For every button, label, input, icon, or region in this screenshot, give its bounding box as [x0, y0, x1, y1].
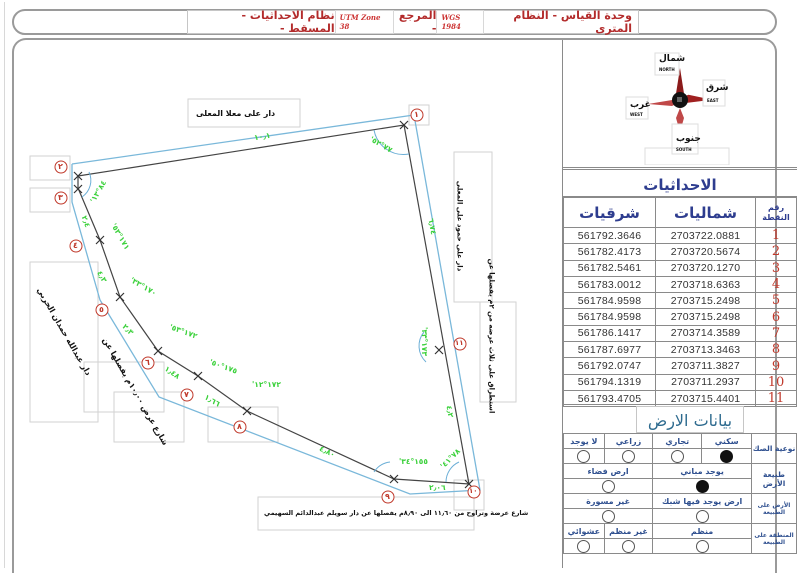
- planning-option-label: منظم: [653, 524, 752, 539]
- west-en-label: WEST: [630, 112, 643, 117]
- planning-option-label: عشوائي: [564, 524, 605, 539]
- side-length: ٢٫٠٦: [429, 483, 446, 492]
- west-street-label: شارع عرض ١٠٫٠٠م يفصلها عن: [100, 336, 170, 447]
- point-label: ٧: [184, 390, 189, 399]
- area-planning-label: المنطقة على الطبيعة: [752, 524, 797, 554]
- table-row: [564, 325, 797, 341]
- north-label: شمال: [659, 54, 686, 64]
- south-en-label: SOUTH: [676, 147, 692, 152]
- easting-cell: 561793.4705: [564, 390, 656, 406]
- angle-label: ٨٤°١٣': [88, 178, 109, 205]
- coordinates-table: [563, 197, 797, 407]
- angle-label: ١٧٥°٥٠': [208, 357, 239, 376]
- table-row: [564, 228, 797, 244]
- point-cell: 1: [756, 228, 797, 244]
- angle-label: ١٧١°٥٣': [109, 221, 132, 252]
- land-fenced-radio[interactable]: [696, 510, 709, 523]
- north-arrow: [562, 40, 797, 165]
- point-label: ٢: [58, 162, 63, 171]
- northing-header: شماليات: [656, 198, 756, 228]
- coordinates-header-row: [564, 198, 797, 228]
- easting-cell: 561792.0747: [564, 358, 656, 374]
- easting-cell: 561794.1319: [564, 374, 656, 390]
- side-length: ١٫٤٨: [162, 364, 182, 381]
- easting-cell: 561787.6977: [564, 342, 656, 358]
- random-radio[interactable]: [577, 540, 590, 553]
- northing-cell: 2703715.4401: [656, 390, 756, 406]
- table-row: [564, 244, 797, 260]
- table-row: [564, 358, 797, 374]
- north-en-label: NORTH: [659, 67, 675, 72]
- point-cell: 5: [756, 293, 797, 309]
- table-row: [564, 309, 797, 325]
- planned-radio[interactable]: [696, 540, 709, 553]
- side-length: ٢٫٤: [79, 214, 93, 229]
- side-length: ٤٫٢: [444, 404, 456, 419]
- south-label: جنوب: [676, 134, 701, 144]
- northing-cell: 2703715.2498: [656, 309, 756, 325]
- deed-option-label: سكني: [702, 434, 752, 449]
- coord-system-label: نظام الاحداثيات - المسقط -: [241, 9, 335, 35]
- units-label: وحدة القياس - النظام المترى: [513, 9, 632, 35]
- point-label: ٥: [99, 305, 104, 314]
- north-boundary-label: دار على معلا المعلى: [196, 109, 276, 118]
- west-label: غرب: [630, 100, 651, 110]
- land-nature-option-label: يوجد مباني: [653, 464, 752, 479]
- deed-option-label: لا يوجد: [564, 434, 605, 449]
- deed-residential-radio[interactable]: [720, 450, 733, 463]
- angle-label: ٧٨°٤١': [438, 446, 462, 471]
- unplanned-radio[interactable]: [622, 540, 635, 553]
- east-label: شرق: [706, 83, 729, 93]
- angle-label: ٧٧°٥٢': [368, 134, 394, 155]
- northing-cell: 2703720.5674: [656, 244, 756, 260]
- table-row: [564, 342, 797, 358]
- coordinates-title: الاحداثيات: [563, 167, 797, 197]
- easting-cell: 561792.3646: [564, 228, 656, 244]
- point-cell: 2: [756, 244, 797, 260]
- northing-cell: 2703711.2937: [656, 374, 756, 390]
- land-data-title: بيانات الارض: [636, 406, 744, 433]
- point-label: ١٠: [469, 487, 478, 495]
- angle-label: ١٧٢°٥٣': [168, 322, 199, 341]
- east-street-label: استطراق على ثلاث عرضه من ٢م يفصلها عن: [487, 258, 496, 414]
- land-built-radio[interactable]: [696, 480, 709, 493]
- point-cell: 10: [756, 374, 797, 390]
- projection-value: UTM Zone 38: [335, 10, 394, 34]
- side-length: ١٫٦٦: [202, 392, 222, 409]
- point-cell: 3: [756, 260, 797, 276]
- easting-cell: 561783.0012: [564, 276, 656, 292]
- datum-value: WGS 1984: [436, 10, 484, 34]
- easting-cell: 561784.9598: [564, 309, 656, 325]
- point-label: ١١: [455, 339, 464, 347]
- land-status-option-label: ارض يوجد فيها شبك: [653, 494, 752, 509]
- point-label: ٣: [58, 193, 63, 202]
- land-status-label: الأرض على الطبيعة: [752, 494, 797, 524]
- south-boundary-label: شارع عرضة وتراوح من ١١٫٦٠ الى ٨٫٩٠م يفصلها عن دار سويلم عبدالدائم السهيمي: [264, 509, 529, 517]
- deed-commercial-radio[interactable]: [671, 450, 684, 463]
- angle-label: ١٧٢°١٢': [252, 380, 281, 389]
- point-label: ١: [414, 110, 419, 119]
- angle-label: ١٧٠°٣٣': [128, 275, 159, 298]
- east-en-label: EAST: [707, 98, 719, 103]
- point-cell: 9: [756, 358, 797, 374]
- table-row: [564, 276, 797, 292]
- easting-cell: 561782.5461: [564, 260, 656, 276]
- parcel-drawing: [14, 42, 560, 568]
- northing-cell: 2703713.3463: [656, 342, 756, 358]
- easting-cell: 561784.9598: [564, 293, 656, 309]
- side-length: ٤٫٣: [95, 269, 109, 284]
- easting-header: شرقيات: [564, 198, 656, 228]
- easting-cell: 561782.4173: [564, 244, 656, 260]
- easting-cell: 561786.1417: [564, 325, 656, 341]
- northing-cell: 2703722.0881: [656, 228, 756, 244]
- planning-option-label: غير منظم: [604, 524, 652, 539]
- point-label: ٦: [145, 358, 150, 367]
- land-vacant-radio[interactable]: [602, 480, 615, 493]
- northing-cell: 2703711.3827: [656, 358, 756, 374]
- reference-label: المرجع -: [398, 9, 437, 35]
- deed-agricultural-radio[interactable]: [622, 450, 635, 463]
- side-length: ٦٫٧٤: [426, 217, 439, 236]
- point-cell: 7: [756, 325, 797, 341]
- survey-plan: [14, 42, 560, 568]
- deed-option-label: زراعي: [604, 434, 652, 449]
- header-info: [187, 10, 639, 34]
- land-status-option-label: غير مسورة: [564, 494, 653, 509]
- land-data-table: [563, 433, 797, 554]
- angle-label: ١٥٥°٣٤': [399, 457, 428, 466]
- land-nature-label: طبيعة الأرض: [752, 464, 797, 494]
- point-cell: 8: [756, 342, 797, 358]
- point-cell: 11: [756, 390, 797, 406]
- table-row: [564, 293, 797, 309]
- land-unwalled-radio[interactable]: [602, 510, 615, 523]
- point-label: ٤: [73, 241, 78, 250]
- northing-cell: 2703720.1270: [656, 260, 756, 276]
- side-length: ٤٫٨٠: [317, 443, 337, 460]
- point-header: رقم النقطة: [756, 198, 797, 228]
- point-cell: 6: [756, 309, 797, 325]
- deed-none-radio[interactable]: [577, 450, 590, 463]
- point-cell: 4: [756, 276, 797, 292]
- northing-cell: 2703718.6363: [656, 276, 756, 292]
- deed-type-label: نوعية الصك: [752, 434, 797, 464]
- table-row: [564, 260, 797, 276]
- deed-option-label: تجاري: [653, 434, 702, 449]
- land-nature-option-label: ارض فضاء: [564, 464, 653, 479]
- northing-cell: 2703715.2498: [656, 293, 756, 309]
- east-boundary-label: دار على حمود على المعلى: [455, 180, 464, 272]
- west-boundary-label: دار عبدالله حمدان الحربي: [35, 285, 93, 378]
- angle-label: ١٧٣°٣٣': [419, 327, 429, 356]
- point-label: ٨: [237, 422, 242, 431]
- point-label: ٩: [385, 492, 390, 501]
- side-length: ١٠٫١: [253, 130, 272, 143]
- northing-cell: 2703714.3589: [656, 325, 756, 341]
- side-length: ٢٫٣: [120, 322, 136, 337]
- table-row: [564, 374, 797, 390]
